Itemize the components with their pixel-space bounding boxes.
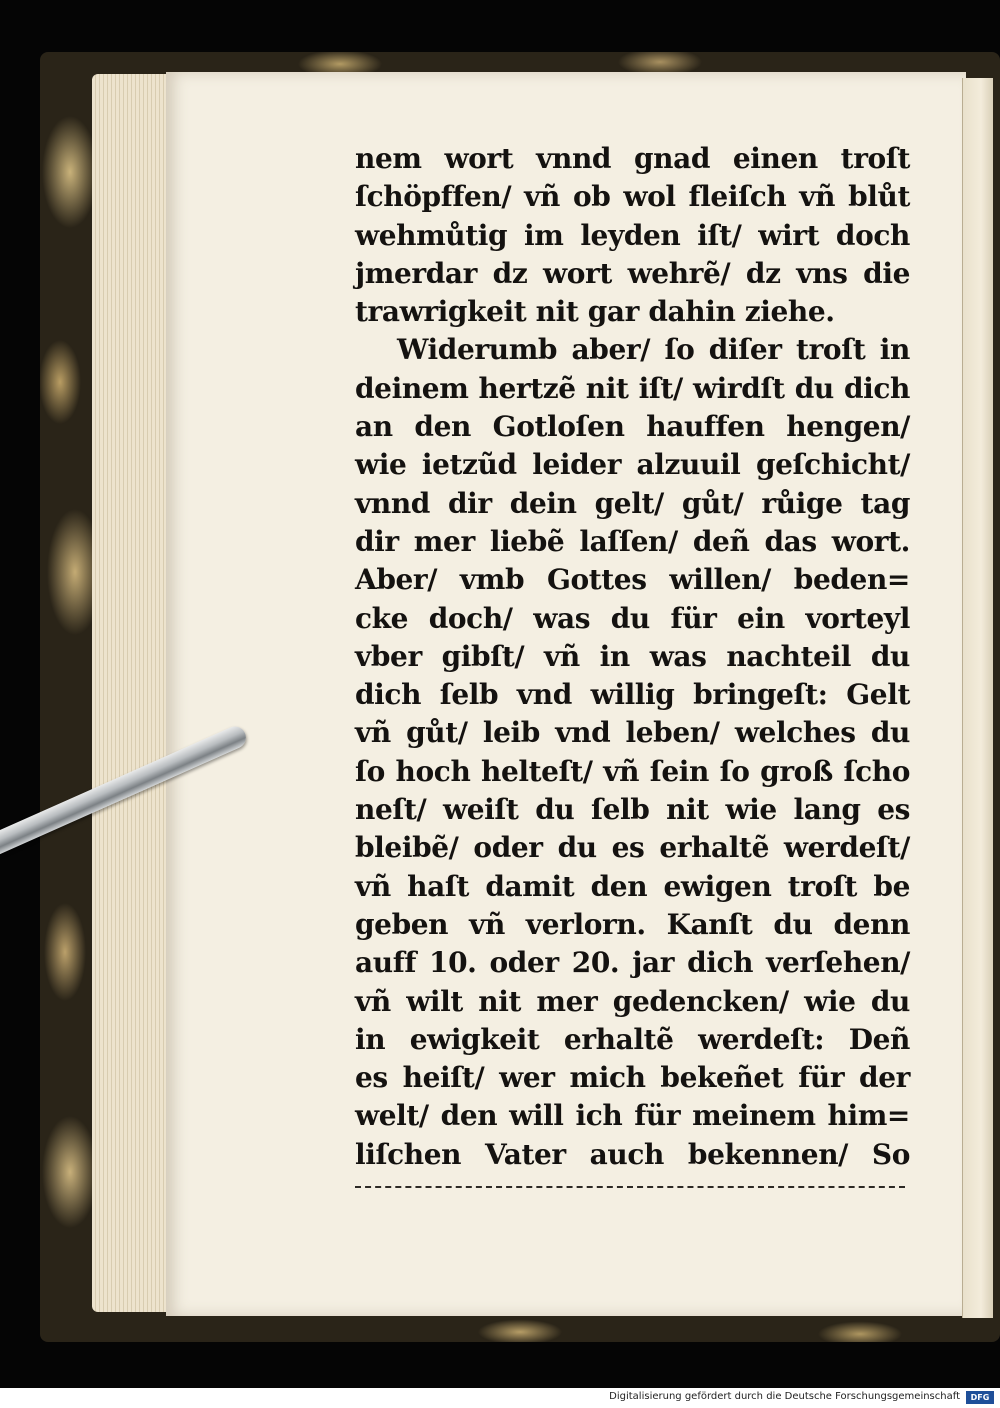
page-bottom-rule	[355, 1186, 905, 1188]
text-line: wie ietzũd leider alzuuil geſchicht/	[355, 448, 910, 482]
text-line: vber gibſt/ vñ in was nachteil du	[355, 639, 910, 673]
footer-bar	[0, 1388, 1000, 1408]
text-line: nem wort vnnd gnad einen troſt	[355, 142, 910, 175]
text-line: vñ haſt damit den ewigen troſt be	[355, 869, 910, 903]
text-line: geben vñ verlorn. Kanſt du denn	[355, 907, 910, 941]
page-text-block	[355, 140, 910, 1174]
text-line: vnnd dir dein gelt/ gůt/ růige tag	[355, 486, 910, 520]
footer-credit: Digitalisierung gefördert durch die Deutsche Forschungsgemeinschaft	[609, 1391, 960, 1402]
text-line: vñ gůt/ leib vnd leben/ welches du	[355, 716, 910, 750]
text-line: Widerumb aber/ ſo diſer troſt in	[397, 333, 910, 367]
text-line: neſt/ weiſt du ſelb nit wie lang es	[355, 793, 910, 827]
text-line: cke doch/ was du für ein vorteyl	[355, 601, 910, 635]
text-line: vñ wilt nit mer gedencken/ wie du	[355, 984, 910, 1018]
text-line: an den Gotloſen hauffen hengen/	[355, 410, 910, 444]
dfg-logo-icon: DFG	[966, 1391, 994, 1404]
facing-page-edge	[962, 78, 993, 1318]
text-line: wehmůtig im leyden iſt/ wirt doch	[355, 218, 910, 252]
text-line: trawrigkeit nit gar dahin ziehe.	[355, 295, 835, 329]
text-line: deinem hertzẽ nit iſt/ wirdſt du dich	[355, 371, 910, 405]
text-line: ſo hoch helteſt/ vñ ſein ſo groß ſcho	[355, 754, 910, 788]
text-line: welt/ den will ich für meinem him=	[355, 1099, 910, 1133]
text-line: liſchen Vater auch bekennen/ So	[355, 1137, 910, 1171]
text-line: dir mer liebẽ laſſen/ deñ das wort.	[355, 524, 910, 558]
text-line: es heiſt/ wer mich bekeñet für der	[355, 1061, 910, 1095]
text-line: auff 10. oder 20. jar dich verſehen/	[355, 946, 910, 980]
text-line: Aber/ vmb Gottes willen/ beden=	[355, 563, 910, 597]
text-line: bleibẽ/ oder du es erhaltẽ werdeſt/	[355, 831, 910, 865]
text-line: dich ſelb vnd willig bringeſt: Gelt	[355, 678, 910, 712]
text-line: jmerdar dz wort wehrẽ/ dz vns die	[355, 256, 910, 290]
page-edges	[92, 74, 174, 1312]
text-line: in ewigkeit erhaltẽ werdeſt: Deñ	[355, 1022, 910, 1056]
text-line: ſchöpffen/ vñ ob wol fleiſch vñ blůt	[355, 180, 910, 214]
